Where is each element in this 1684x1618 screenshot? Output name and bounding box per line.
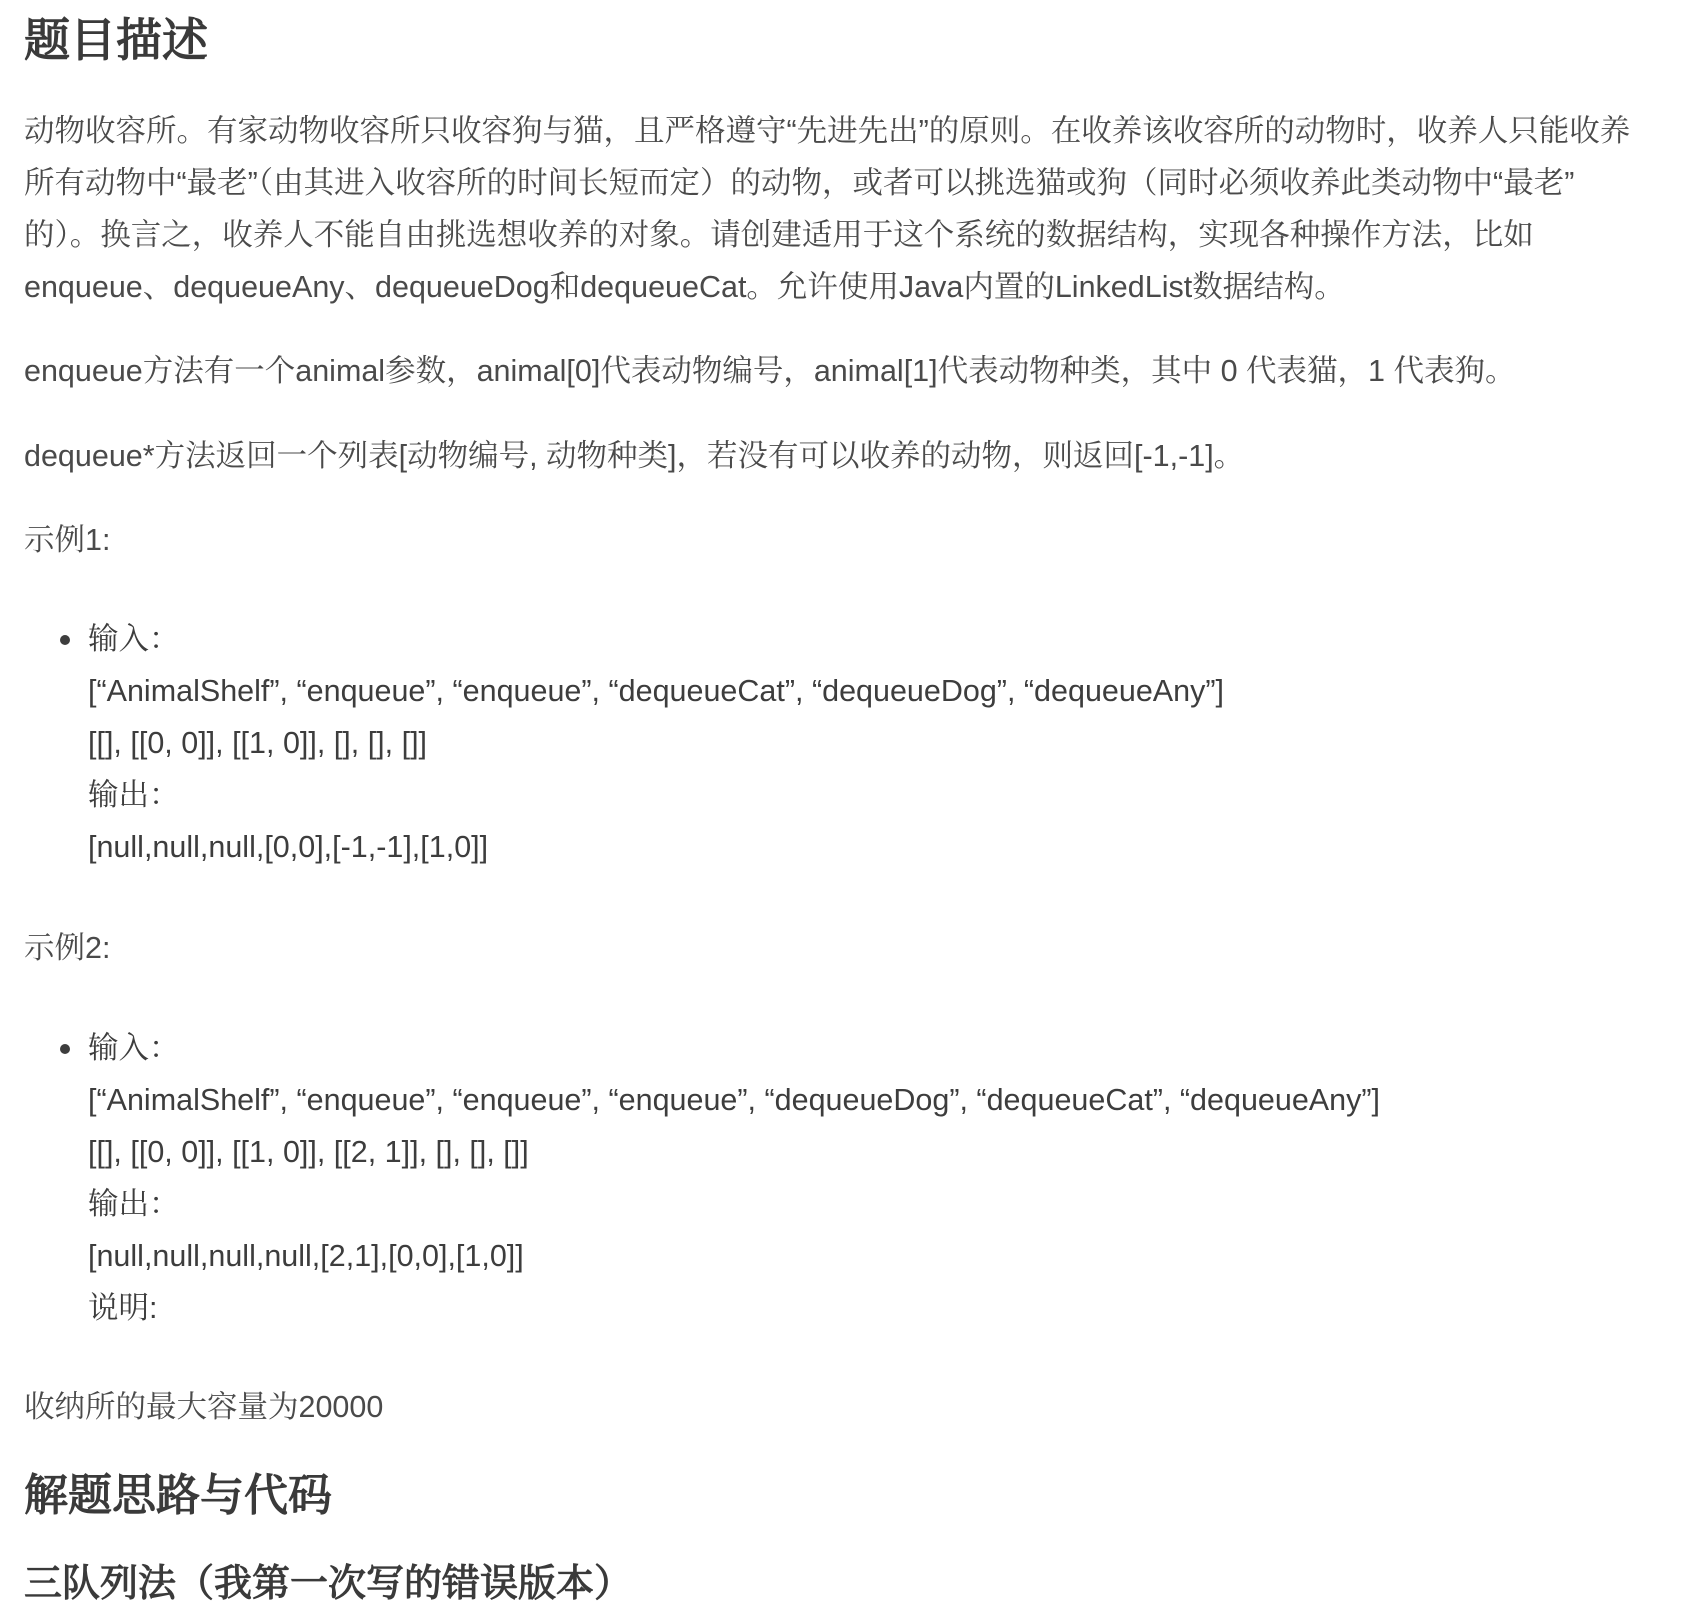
example2-input-args: [[], [[0, 0]], [[1, 0]], [[2, 1]], [], [], []] bbox=[88, 1135, 529, 1169]
example2-input-methods: [“AnimalShelf”, “enqueue”, “enqueue”, “enqueue”, “dequeueDog”, “dequeueCat”, “dequeueAny”] bbox=[88, 1083, 1380, 1117]
solution-heading: 解题思路与代码 bbox=[24, 1471, 332, 1520]
example1-input-label: 输入： bbox=[88, 622, 180, 656]
example1-output-label: 输出： bbox=[88, 778, 180, 812]
example2-input-label: 输入： bbox=[88, 1031, 180, 1065]
bullet-icon bbox=[60, 1044, 70, 1054]
example1-input-args: [[], [[0, 0]], [[1, 0]], [], [], []] bbox=[88, 726, 428, 760]
enqueue-description: enqueue方法有一个animal参数，animal[0]代表动物编号，animal[1]代表动物种类，其中 0 代表猫，1 代表狗。 bbox=[24, 354, 1516, 388]
example2-note-label: 说明: bbox=[88, 1291, 158, 1325]
example1-label: 示例1: bbox=[24, 523, 111, 557]
example2-list-item bbox=[88, 1022, 1380, 1334]
dequeue-description: dequeue*方法返回一个列表[动物编号, 动物种类]，若没有可以收养的动物，则返回[-1,-1]。 bbox=[24, 439, 1245, 473]
capacity-note: 收纳所的最大容量为20000 bbox=[24, 1390, 384, 1424]
example2-output-label: 输出： bbox=[88, 1187, 180, 1221]
intro-line: 动物收容所。有家动物收容所只收容狗与猫，且严格遵守“先进先出”的原则。在收养该收容所的动物时，收养人只能收养 bbox=[24, 114, 1631, 148]
intro-line: 所有动物中“最老”（由其进入收容所的时间长短而定）的动物，或者可以挑选猫或狗（同时必须收养此类动物中“最老” bbox=[24, 166, 1575, 200]
intro-paragraph bbox=[24, 105, 1630, 313]
example1-input-methods: [“AnimalShelf”, “enqueue”, “enqueue”, “dequeueCat”, “dequeueDog”, “dequeueAny”] bbox=[88, 674, 1224, 708]
method-heading: 三队列法（我第一次写的错误版本） bbox=[24, 1563, 633, 1605]
bullet-icon bbox=[60, 635, 70, 645]
example2-output-value: [null,null,null,null,[2,1],[0,0],[1,0]] bbox=[88, 1239, 524, 1273]
problem-heading: 题目描述 bbox=[24, 14, 208, 66]
example1-output-value: [null,null,null,[0,0],[-1,-1],[1,0]] bbox=[88, 830, 489, 864]
example2-label: 示例2: bbox=[24, 931, 111, 965]
example1-list-item bbox=[88, 613, 1224, 873]
intro-line: enqueue、dequeueAny、dequeueDog和dequeueCat。允许使用Java内置的LinkedList数据结构。 bbox=[24, 270, 1345, 304]
intro-line: 的）。换言之，收养人不能自由挑选想收养的对象。请创建适用于这个系统的数据结构，实现各种操作方法，比如 bbox=[24, 218, 1534, 252]
